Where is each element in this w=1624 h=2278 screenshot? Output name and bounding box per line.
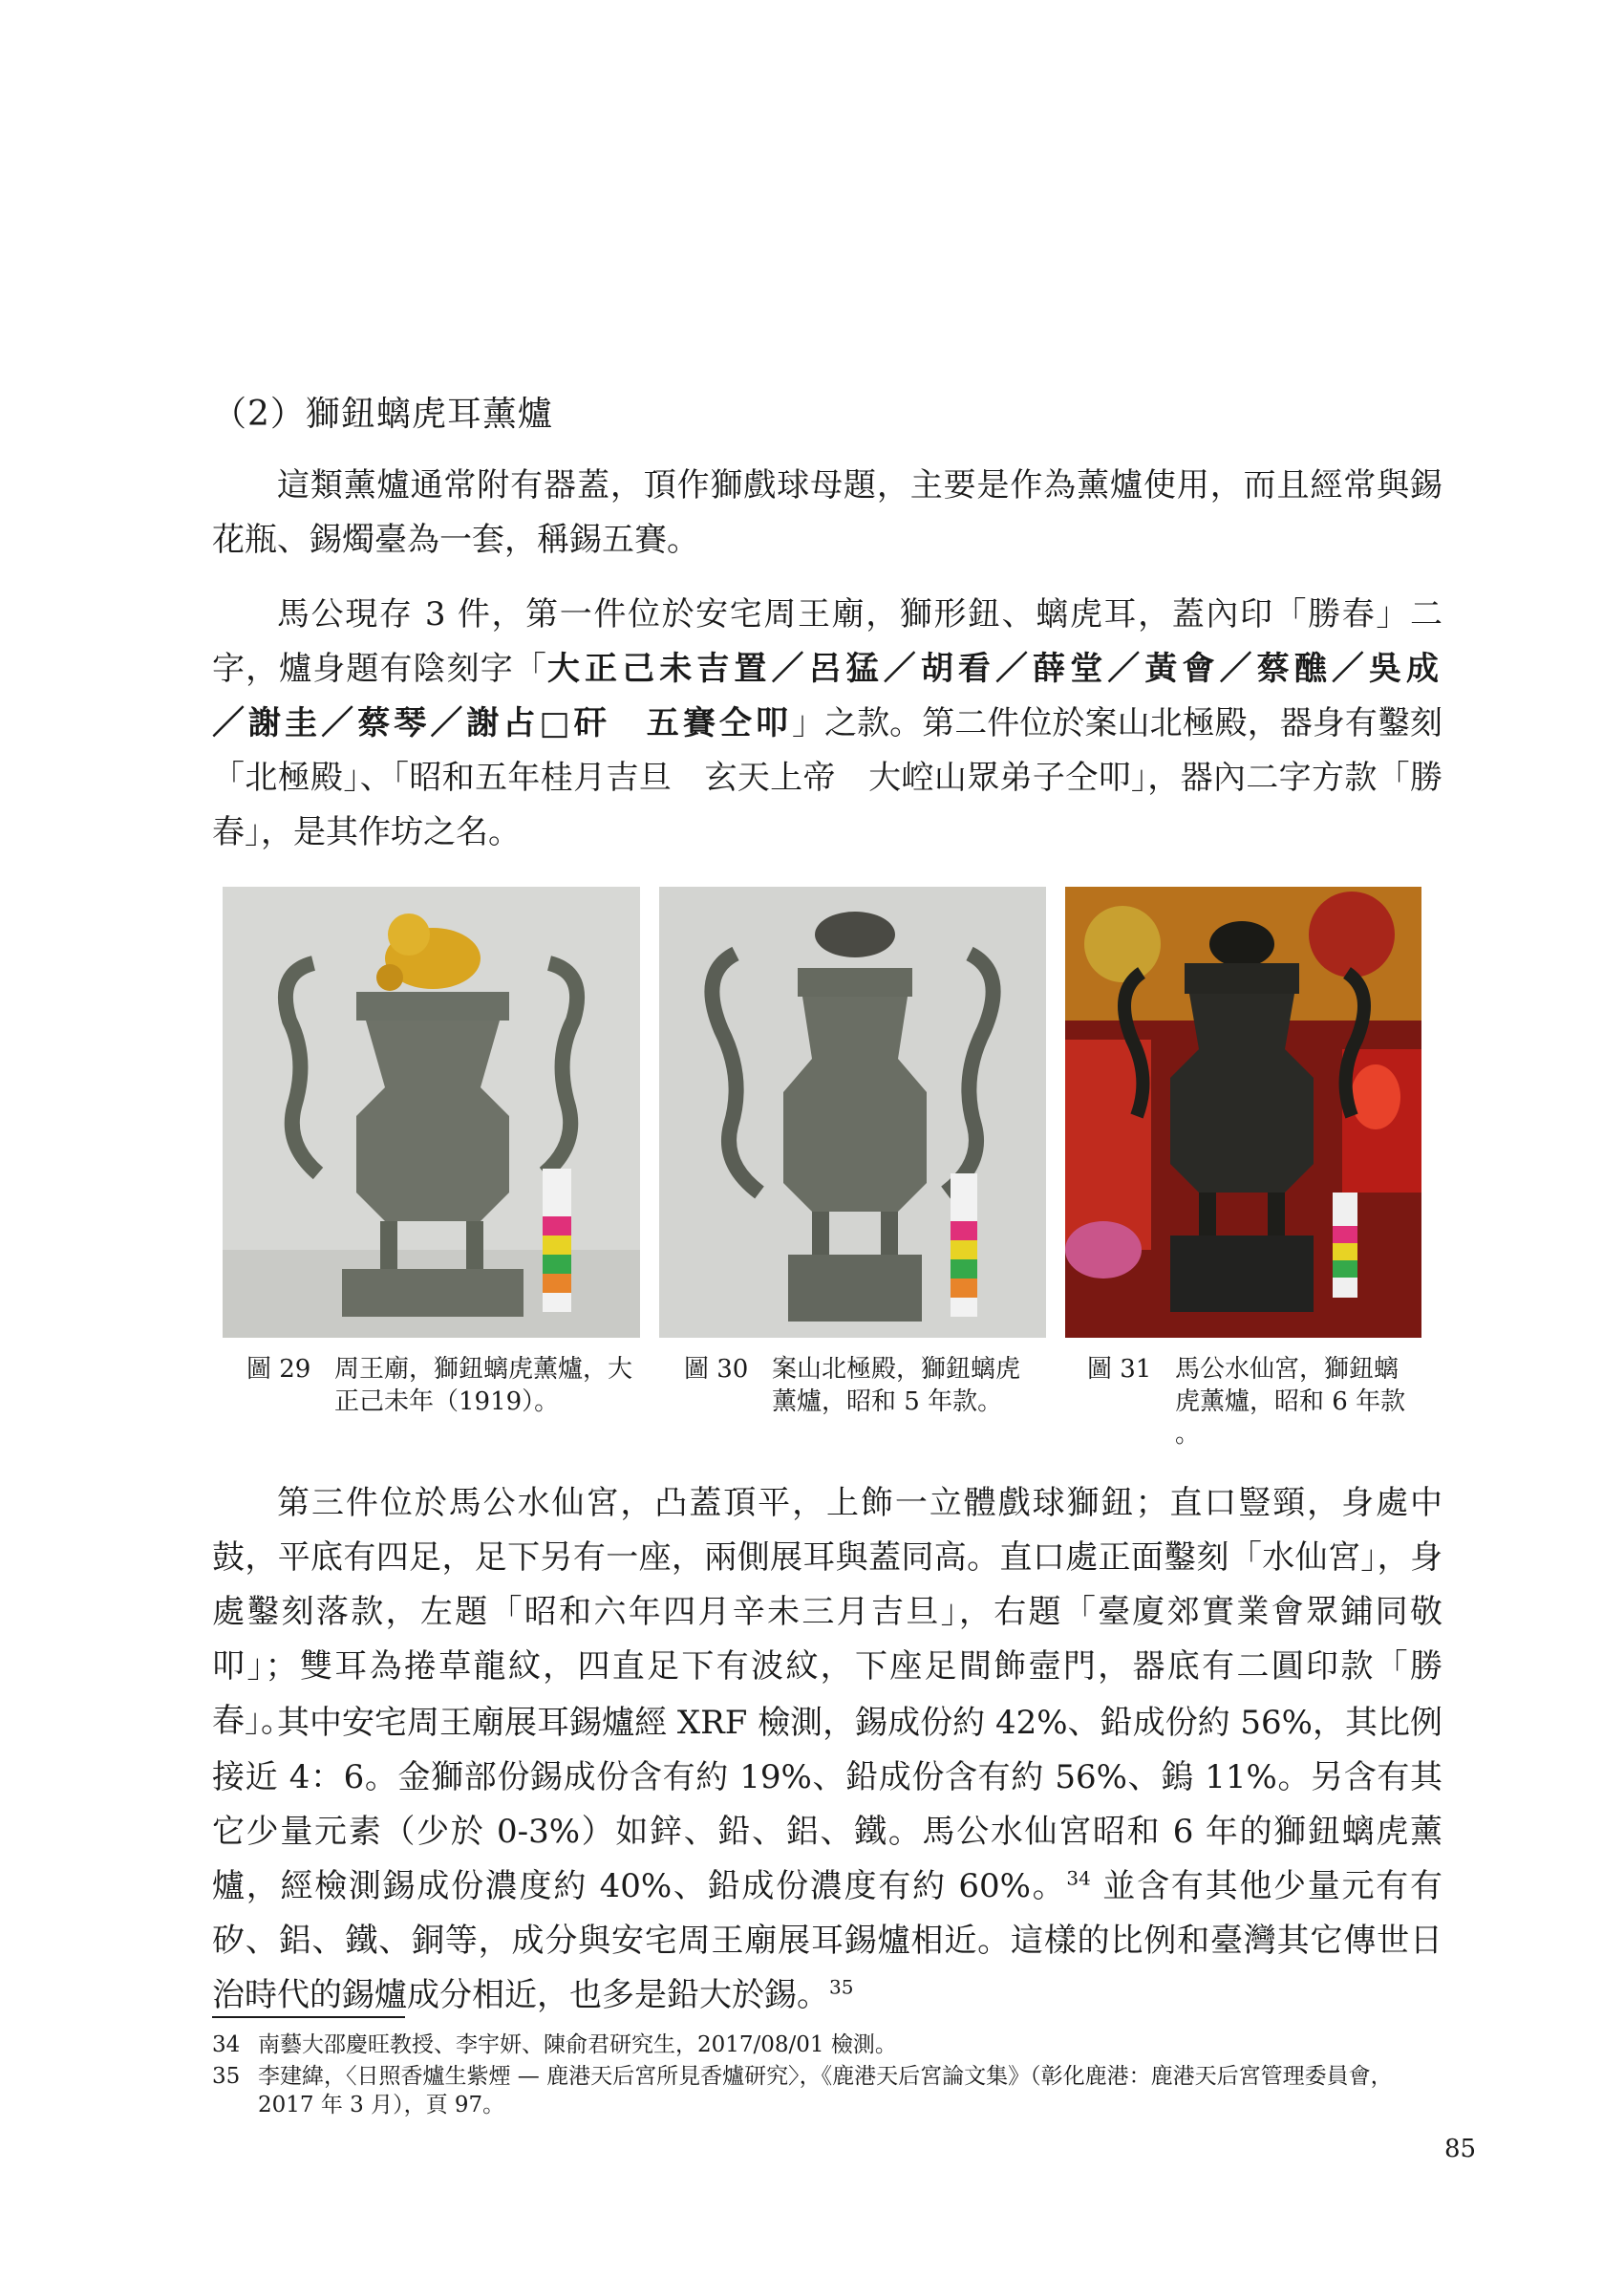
footnote-text: 南藝大邵慶旺教授、李宇妍、陳俞君研究生，2017/08/01 檢測。 [258, 2032, 897, 2057]
figure-31-image [1065, 887, 1421, 1338]
censer-photo-31 [1065, 887, 1421, 1338]
inscription-text: 大正己未吉置／呂猛／胡看／薛堂／黃會／蔡醮／吳成／謝圭／蔡琴／謝占□矸 五賽仝叩 [212, 650, 1443, 742]
figure-number: 圖 31 [1087, 1355, 1152, 1384]
paragraph-2-text-b: 」之款。第二件位於案山北極殿，器身有鑿刻「北極殿」、「昭和五年桂月吉旦 玄天上帝 大崆山眾弟子仝叩」，器內二字方款「勝春」，是其作坊之名。 [212, 704, 1443, 851]
footnote-text: 李建緯，〈日照香爐生紫煙 — 鹿港天后宮所見香爐研究〉，《鹿港天后宮論文集》（彰化鹿港：鹿港天后宮管理委員會，2017 年 3 月），頁 97。 [258, 2064, 1393, 2117]
paragraph-3: 第三件位於馬公水仙宮，凸蓋頂平，上飾一立體戲球獅鈕；直口豎頸，身處中鼓，平底有四足，足下另有一座，兩側展耳與蓋同高。直口處正面鑿刻「水仙宮」，身處鑿刻落款，左題「昭和六年四月辛未三月吉旦」，右題「臺廈郊實業會眾鋪同敬叩」；雙耳為捲草龍紋，四直足下有波紋，下座足間飾壼門，器底有二圓印款「勝春」。 [212, 1484, 1442, 1740]
figure-caption-text: 馬公水仙宮，獅鈕螭虎薰爐，昭和 6 年款 。 [1175, 1355, 1406, 1449]
figure-caption-text: 周王廟，獅鈕螭虎薰爐，大正己未年（1919）。 [334, 1355, 633, 1416]
figure-30-image [659, 887, 1046, 1338]
censer-photo-29 [223, 887, 640, 1338]
figure-number: 圖 29 [246, 1355, 311, 1384]
footnote-ref-34[interactable]: 34 [1066, 1866, 1091, 1890]
section-title: （2）獅鈕螭虎耳薰爐 [212, 395, 553, 434]
figure-number: 圖 30 [684, 1355, 749, 1384]
paragraph-2 [212, 588, 1442, 860]
paragraph-1: 這類薰爐通常附有器蓋，頂作獅戲球母題，主要是作為薰爐使用，而且經常與錫花瓶、錫燭臺為一套，稱錫五賽。 [212, 466, 1442, 559]
paragraph-2-text-a: 馬公現存 3 件，第一件位於安宅周王廟，獅形鈕、螭虎耳，蓋內印「勝春」二字，爐身題有陰刻字「 [212, 595, 1442, 688]
figure-caption-text: 案山北極殿，獅鈕螭虎薰爐，昭和 5 年款。 [772, 1355, 1021, 1416]
paragraph-4-text-b: 並含有其他少量元有有矽、鋁、鐵、銅等，成分與安宅周王廟展耳錫爐相近。這樣的比例和臺灣其它傳世日治時代的錫爐成分相近，也多是鉛大於錫。 [212, 1867, 1442, 2014]
footnote-number: 35 [212, 2064, 241, 2089]
footnote-number: 34 [212, 2032, 241, 2057]
censer-photo-30 [659, 887, 1046, 1338]
paragraph-4 [212, 1696, 1442, 2023]
page-number: 85 [1444, 2135, 1477, 2163]
footnote-ref-35[interactable]: 35 [829, 1975, 854, 1999]
paragraph-4-text-a: 其中安宅周王廟展耳錫爐經 XRF 檢測，錫成份約 42%、鉛成份約 56%，其比例接近 4：6。金獅部份錫成份含有約 19%、鉛成份含有約 56%、鎢 11%。另含有其它少量元素（少於 0-3%）如鋅、鉛、鋁、鐵。馬公水仙宮昭和 6 年的獅鈕螭虎薰爐，經檢測錫成份濃度約 40%、鉛成份濃度有約 60%。 [212, 1704, 1442, 1905]
footnote-divider [212, 2016, 405, 2018]
figure-29-image [223, 887, 640, 1338]
